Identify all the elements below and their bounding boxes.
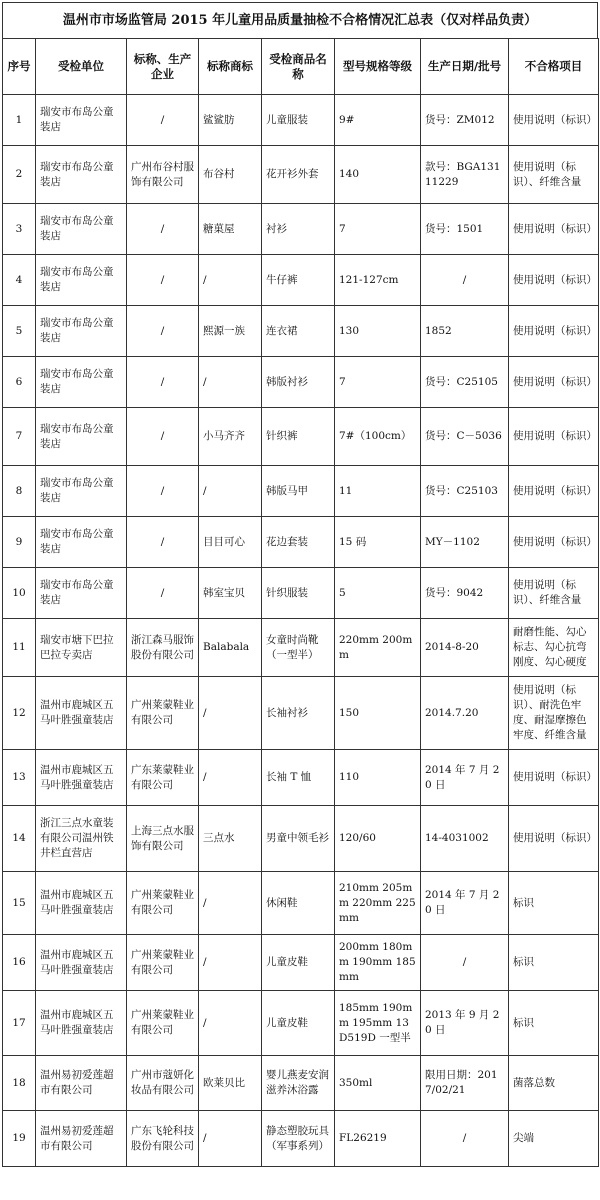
- table-cell: 12: [3, 677, 36, 750]
- table-cell: /: [127, 408, 199, 466]
- table-cell: 使用说明（标识）: [509, 408, 599, 466]
- table-cell: 温州市鹿城区五马叶胜强童装店: [36, 750, 127, 806]
- table-cell: 针织裤: [262, 408, 335, 466]
- header-cell: 不合格项目: [509, 39, 599, 95]
- table-cell: 16: [3, 935, 36, 991]
- table-cell: 欧莱贝比: [199, 1056, 262, 1111]
- table-cell: 鲨鲨肪: [199, 95, 262, 146]
- table-cell: 7: [335, 357, 421, 408]
- table-cell: Balabala: [199, 619, 262, 677]
- table-cell: 使用说明（标识）: [509, 517, 599, 568]
- table-cell: 2014.7.20: [421, 677, 509, 750]
- table-cell: 使用说明（标识）: [509, 806, 599, 872]
- table-cell: 110: [335, 750, 421, 806]
- table-cell: 温州市鹿城区五马叶胜强童装店: [36, 991, 127, 1056]
- table-cell: 瑞安市布岛公童装店: [36, 517, 127, 568]
- table-row: [3, 466, 599, 517]
- table-cell: 广州布谷村服饰有限公司: [127, 146, 199, 204]
- table-row: [3, 146, 599, 204]
- table-cell: 使用说明（标识）: [509, 255, 599, 306]
- table-row: [3, 95, 599, 146]
- table-cell: 货号：C－5036: [421, 408, 509, 466]
- table-cell: 13: [3, 750, 36, 806]
- table-cell: 长袖衬衫: [262, 677, 335, 750]
- table-cell: /: [127, 568, 199, 619]
- table-cell: 2013 年 9 月 20 日: [421, 991, 509, 1056]
- table-cell: /: [199, 991, 262, 1056]
- table-cell: /: [127, 357, 199, 408]
- table-cell: 韩版马甲: [262, 466, 335, 517]
- header-cell: 受检商品名称: [262, 39, 335, 95]
- table-cell: 1852: [421, 306, 509, 357]
- table-cell: 7#（100cm）: [335, 408, 421, 466]
- table-cell: 限用日期：2017/02/21: [421, 1056, 509, 1111]
- table-cell: 标识: [509, 935, 599, 991]
- table-cell: 4: [3, 255, 36, 306]
- table-cell: 温州市鹿城区五马叶胜强童装店: [36, 872, 127, 935]
- table-cell: 牛仔裤: [262, 255, 335, 306]
- table-cell: 目目可心: [199, 517, 262, 568]
- table-cell: 7: [3, 408, 36, 466]
- table-cell: 标识: [509, 991, 599, 1056]
- table-cell: /: [421, 935, 509, 991]
- table-cell: 14-4031002: [421, 806, 509, 872]
- table-cell: 温州易初爱莲超市有限公司: [36, 1111, 127, 1167]
- table-cell: /: [199, 935, 262, 991]
- table-cell: 使用说明（标识）、耐洗色牢度、耐湿摩擦色牢度、纤维含量: [509, 677, 599, 750]
- table-cell: 8: [3, 466, 36, 517]
- table-cell: 款号：BGA13111229: [421, 146, 509, 204]
- table-cell: /: [421, 255, 509, 306]
- table-cell: 9#: [335, 95, 421, 146]
- table-cell: /: [127, 517, 199, 568]
- table-cell: 花边套装: [262, 517, 335, 568]
- table-cell: 小马齐齐: [199, 408, 262, 466]
- table-cell: 儿童服装: [262, 95, 335, 146]
- table-cell: 广州莱蒙鞋业有限公司: [127, 991, 199, 1056]
- table-row: [3, 408, 599, 466]
- header-cell: 标称商标: [199, 39, 262, 95]
- table-row: [3, 1056, 599, 1111]
- table-cell: 温州市鹿城区五马叶胜强童装店: [36, 677, 127, 750]
- table-row: [3, 750, 599, 806]
- table-cell: 瑞安市布岛公童装店: [36, 306, 127, 357]
- table-cell: /: [127, 306, 199, 357]
- table-cell: 瑞安市布岛公童装店: [36, 568, 127, 619]
- table-cell: 连衣裙: [262, 306, 335, 357]
- table-cell: 男童中领毛衫: [262, 806, 335, 872]
- table-cell: 使用说明（标识）、纤维含量: [509, 568, 599, 619]
- table-cell: 15: [3, 872, 36, 935]
- table-cell: 广州市蔻妍化妆品有限公司: [127, 1056, 199, 1111]
- header-cell: 标称、生产企业: [127, 39, 199, 95]
- table-cell: 瑞安市布岛公童装店: [36, 466, 127, 517]
- table-cell: 使用说明（标识）: [509, 306, 599, 357]
- table-cell: 7: [335, 204, 421, 255]
- table-cell: 210mm 205mm 220mm 225mm: [335, 872, 421, 935]
- table-cell: /: [199, 1111, 262, 1167]
- table-row: [3, 255, 599, 306]
- table-cell: 6: [3, 357, 36, 408]
- table-cell: 熙源一族: [199, 306, 262, 357]
- table-row: [3, 806, 599, 872]
- table-cell: 耐磨性能、勾心标志、勾心抗弯刚度、勾心硬度: [509, 619, 599, 677]
- table-cell: 货号：ZM012: [421, 95, 509, 146]
- table-cell: 17: [3, 991, 36, 1056]
- table-cell: /: [199, 255, 262, 306]
- table-cell: 韩版衬衫: [262, 357, 335, 408]
- table-cell: 9: [3, 517, 36, 568]
- table-cell: 18: [3, 1056, 36, 1111]
- table-row: [3, 677, 599, 750]
- table-cell: 2014 年 7 月 20 日: [421, 750, 509, 806]
- table-cell: 货号：1501: [421, 204, 509, 255]
- table-cell: 标识: [509, 872, 599, 935]
- table-row: [3, 872, 599, 935]
- table-cell: 韩室宝贝: [199, 568, 262, 619]
- table-cell: 121-127cm: [335, 255, 421, 306]
- table-cell: 货号：9042: [421, 568, 509, 619]
- header-cell: 生产日期/批号: [421, 39, 509, 95]
- table-cell: 使用说明（标识）: [509, 750, 599, 806]
- table-cell: 120/60: [335, 806, 421, 872]
- table-cell: /: [127, 466, 199, 517]
- table-cell: /: [199, 357, 262, 408]
- table-cell: 使用说明（标识）: [509, 204, 599, 255]
- table-cell: 浙江三点水童装有限公司温州铁井栏直营店: [36, 806, 127, 872]
- table-row: [3, 991, 599, 1056]
- table-cell: 女童时尚靴（一型半）: [262, 619, 335, 677]
- table-cell: 瑞安市布岛公童装店: [36, 408, 127, 466]
- table-cell: 140: [335, 146, 421, 204]
- table-cell: 儿童皮鞋: [262, 935, 335, 991]
- table-cell: 185mm 190mm 195mm 13D519D 一型半: [335, 991, 421, 1056]
- table-cell: 使用说明（标识）: [509, 357, 599, 408]
- table-cell: 儿童皮鞋: [262, 991, 335, 1056]
- table-row: [3, 1111, 599, 1167]
- header-cell: 序号: [3, 39, 36, 95]
- table-cell: 3: [3, 204, 36, 255]
- table-row: [3, 517, 599, 568]
- table-cell: 三点水: [199, 806, 262, 872]
- table-cell: 货号：C25103: [421, 466, 509, 517]
- table-cell: 使用说明（标识）: [509, 466, 599, 517]
- table-cell: 上海三点水服饰有限公司: [127, 806, 199, 872]
- table-cell: 使用说明（标识）、纤维含量: [509, 146, 599, 204]
- table-cell: 广州莱蒙鞋业有限公司: [127, 935, 199, 991]
- table-cell: /: [421, 1111, 509, 1167]
- table-cell: 5: [335, 568, 421, 619]
- table-cell: 14: [3, 806, 36, 872]
- table-row: [3, 357, 599, 408]
- table-cell: FL26219: [335, 1111, 421, 1167]
- table-header-row: [3, 39, 599, 95]
- inspection-table: [2, 38, 599, 1167]
- table-cell: /: [127, 204, 199, 255]
- header-cell: 型号规格等级: [335, 39, 421, 95]
- table-cell: 浙江森马服饰股份有限公司: [127, 619, 199, 677]
- table-cell: 广东飞轮科技股份有限公司: [127, 1111, 199, 1167]
- table-cell: 温州易初爱莲超市有限公司: [36, 1056, 127, 1111]
- table-cell: 2: [3, 146, 36, 204]
- table-cell: 广东莱蒙鞋业有限公司: [127, 750, 199, 806]
- document-title: 温州市市场监管局 2015 年儿童用品质量抽检不合格情况汇总表（仅对样品负责）: [2, 2, 598, 38]
- table-row: [3, 306, 599, 357]
- table-cell: 衬衫: [262, 204, 335, 255]
- table-cell: 1: [3, 95, 36, 146]
- table-cell: 15 码: [335, 517, 421, 568]
- table-row: [3, 935, 599, 991]
- table-cell: 花开衫外套: [262, 146, 335, 204]
- table-cell: 11: [335, 466, 421, 517]
- table-cell: 19: [3, 1111, 36, 1167]
- table-cell: 糖菓屋: [199, 204, 262, 255]
- table-cell: 静态塑胶玩具（军事系列）: [262, 1111, 335, 1167]
- table-cell: 瑞安市布岛公童装店: [36, 146, 127, 204]
- table-cell: 温州市鹿城区五马叶胜强童装店: [36, 935, 127, 991]
- table-cell: /: [127, 95, 199, 146]
- table-cell: /: [199, 466, 262, 517]
- table-cell: 5: [3, 306, 36, 357]
- table-cell: 尖端: [509, 1111, 599, 1167]
- table-cell: 瑞安市布岛公童装店: [36, 95, 127, 146]
- table-cell: 350ml: [335, 1056, 421, 1111]
- table-cell: 130: [335, 306, 421, 357]
- table-cell: 瑞安市塘下巴拉巴拉专卖店: [36, 619, 127, 677]
- table-cell: 瑞安市布岛公童装店: [36, 204, 127, 255]
- table-cell: 2014-8-20: [421, 619, 509, 677]
- table-cell: 广州莱蒙鞋业有限公司: [127, 872, 199, 935]
- header-cell: 受检单位: [36, 39, 127, 95]
- table-cell: 150: [335, 677, 421, 750]
- table-cell: 广州莱蒙鞋业有限公司: [127, 677, 199, 750]
- table-cell: 针织服装: [262, 568, 335, 619]
- table-cell: 11: [3, 619, 36, 677]
- table-cell: 2014 年 7 月 20 日: [421, 872, 509, 935]
- table-cell: /: [127, 255, 199, 306]
- table-cell: /: [199, 677, 262, 750]
- table-cell: 200mm 180mm 190mm 185mm: [335, 935, 421, 991]
- table-cell: /: [199, 750, 262, 806]
- table-row: [3, 204, 599, 255]
- table-cell: /: [199, 872, 262, 935]
- table-cell: 婴儿燕麦安润滋养沐浴露: [262, 1056, 335, 1111]
- table-cell: 瑞安市布岛公童装店: [36, 255, 127, 306]
- table-cell: 休闲鞋: [262, 872, 335, 935]
- table-row: [3, 619, 599, 677]
- table-cell: MY－1102: [421, 517, 509, 568]
- table-body: [3, 95, 599, 1167]
- table-cell: 10: [3, 568, 36, 619]
- table-cell: 布谷村: [199, 146, 262, 204]
- table-cell: 长袖 T 恤: [262, 750, 335, 806]
- table-row: [3, 568, 599, 619]
- table-cell: 使用说明（标识）: [509, 95, 599, 146]
- table-cell: 菌落总数: [509, 1056, 599, 1111]
- table-cell: 瑞安市布岛公童装店: [36, 357, 127, 408]
- table-cell: 货号：C25105: [421, 357, 509, 408]
- table-cell: 220mm 200mm: [335, 619, 421, 677]
